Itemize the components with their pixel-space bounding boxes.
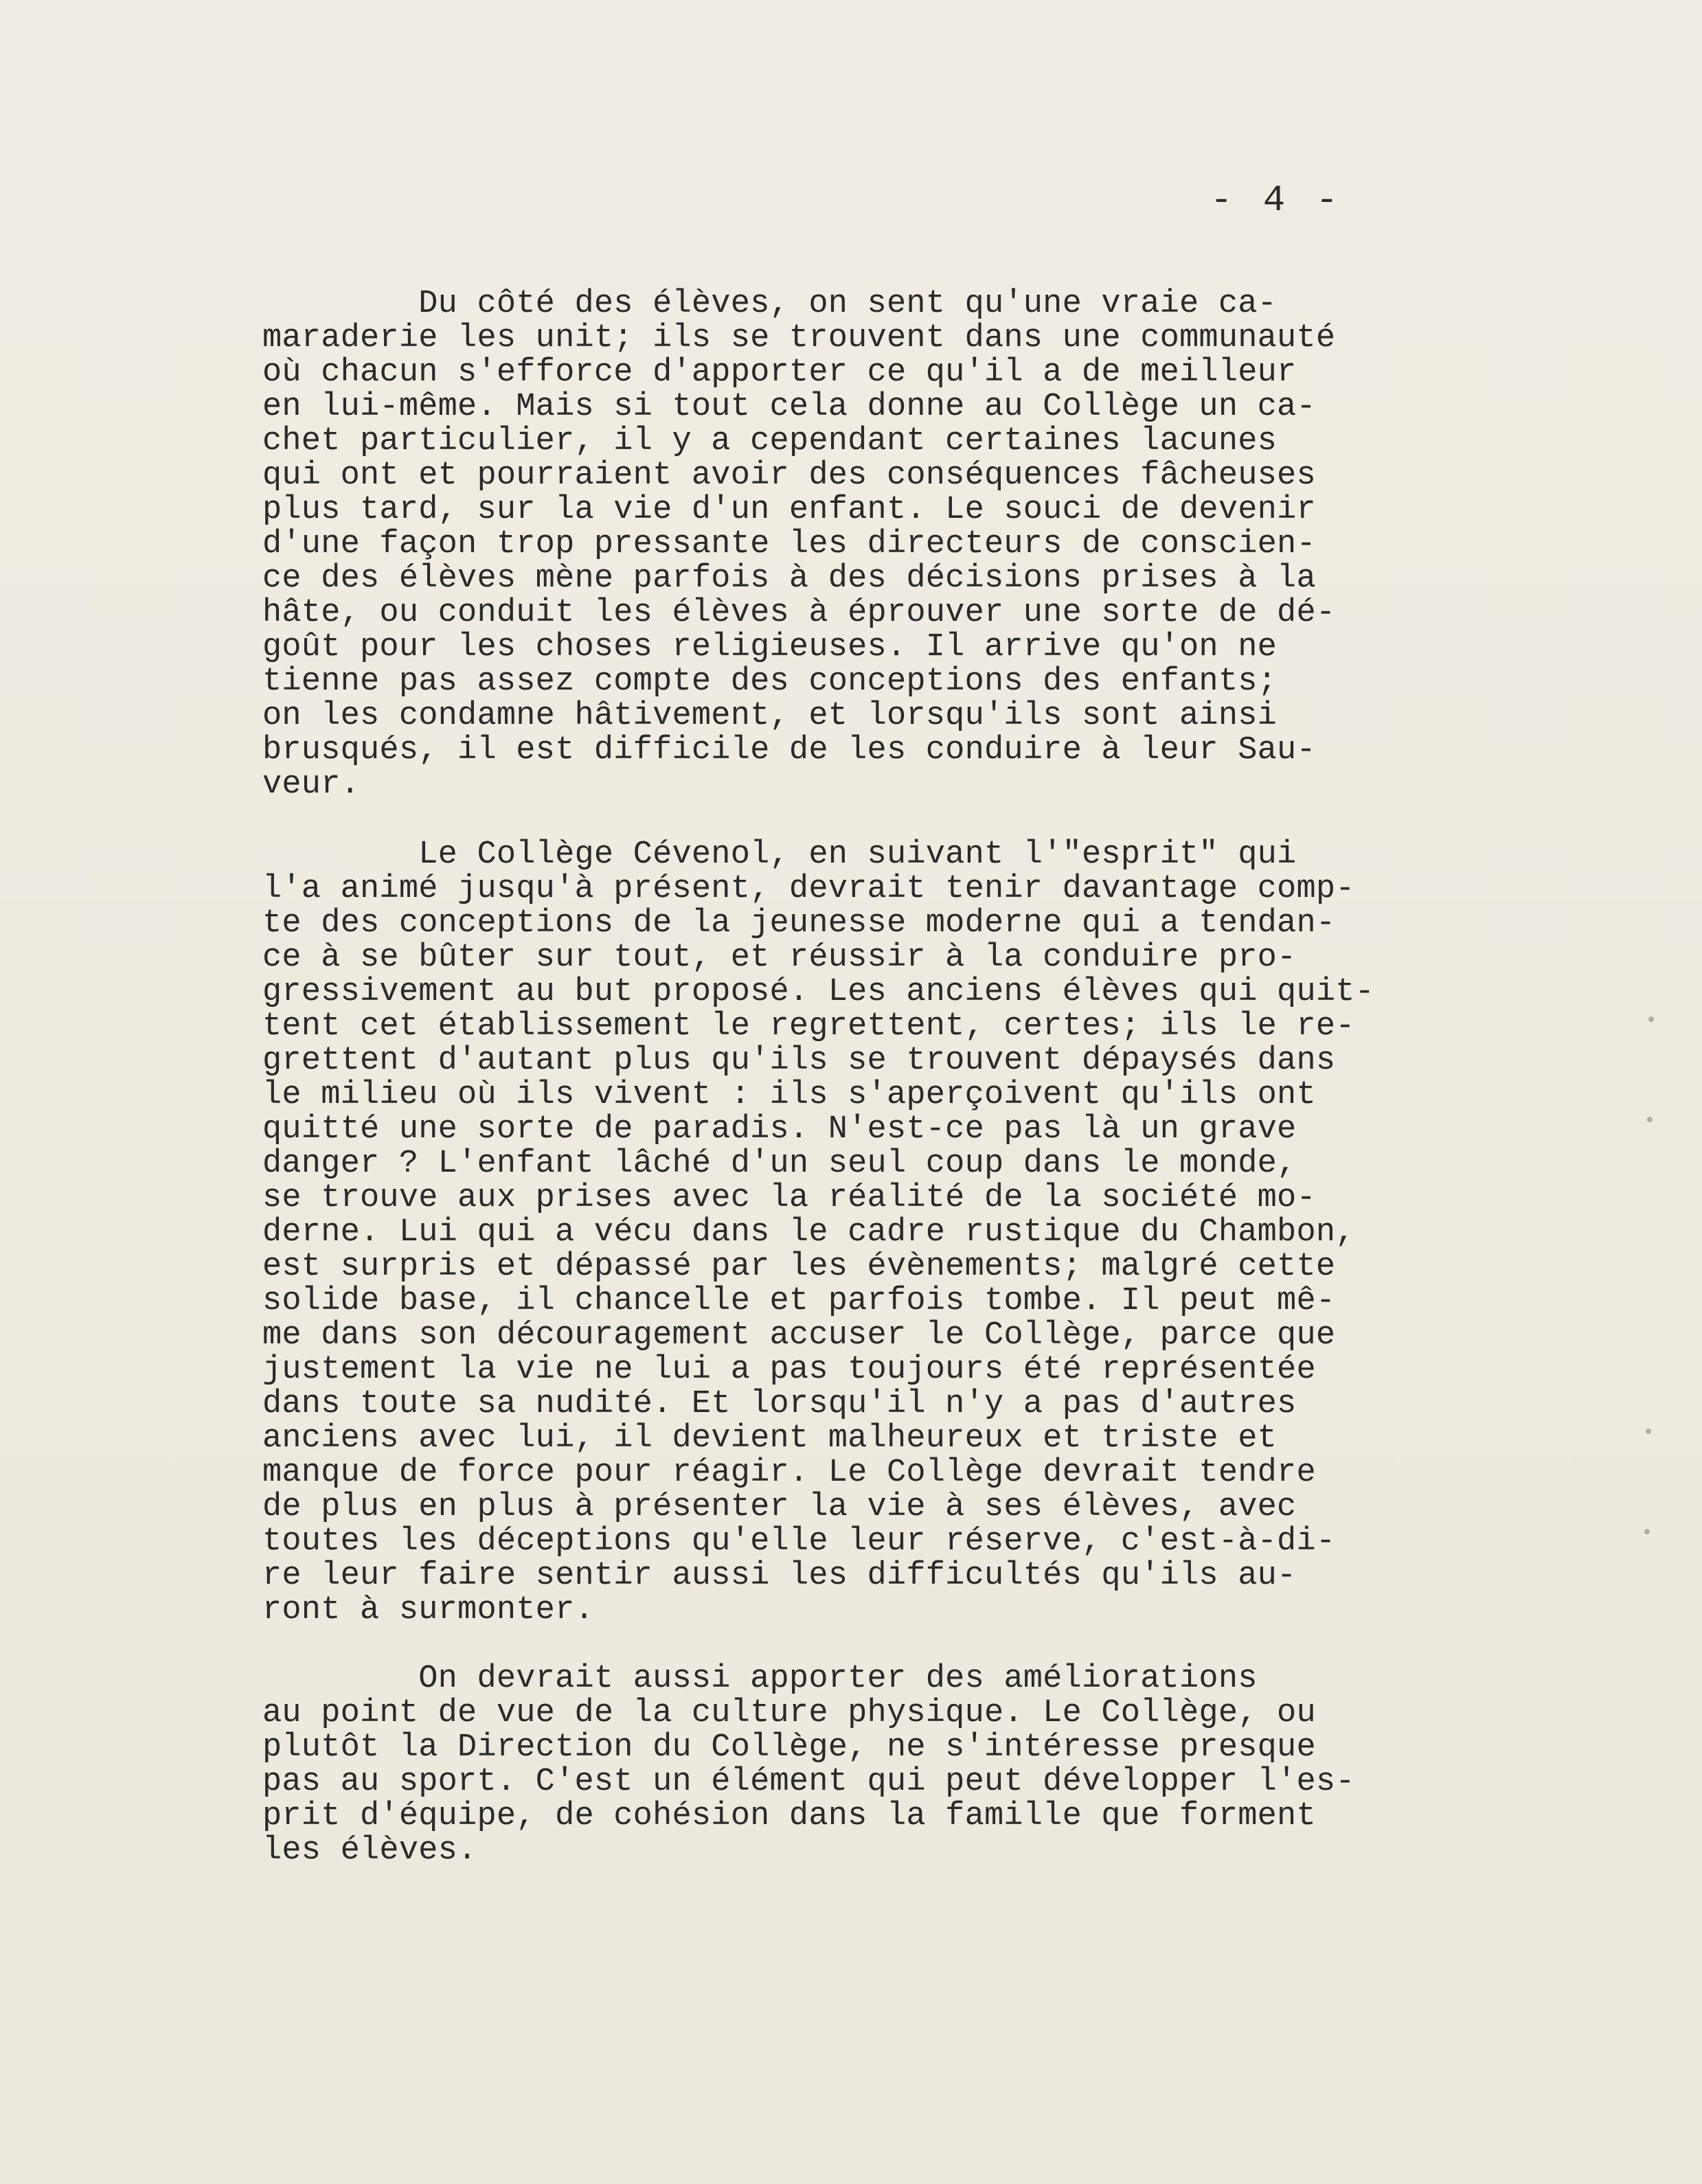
- text-line: on les condamne hâtivement, et lorsqu'ils sont ainsi: [262, 698, 1278, 734]
- text-line: se trouve aux prises avec la réalité de la société mo-: [262, 1180, 1316, 1216]
- text-line: pas au sport. C'est un élément qui peut développer l'es-: [262, 1764, 1355, 1800]
- paper-speck: [1647, 1117, 1653, 1122]
- text-line: re leur faire sentir aussi les difficultés qu'ils au-: [262, 1558, 1297, 1594]
- text-line: derne. Lui qui a vécu dans le cadre rustique du Chambon,: [262, 1214, 1355, 1251]
- text-line: de plus en plus à présenter la vie à ses élèves, avec: [262, 1489, 1297, 1525]
- text-line: ront à surmonter.: [262, 1592, 594, 1628]
- text-line: où chacun s'efforce d'apporter ce qu'il a de meilleur: [262, 354, 1297, 391]
- text-line: plutôt la Direction du Collège, ne s'intéresse presque: [262, 1729, 1316, 1766]
- text-line: l'a animé jusqu'à présent, devrait tenir davantage comp-: [262, 871, 1355, 907]
- text-line: te des conceptions de la jeunesse moderne qui a tendan-: [262, 905, 1336, 942]
- text-line: ce à se bûter sur tout, et réussir à la conduire pro-: [262, 940, 1297, 976]
- text-line: me dans son découragement accuser le Collège, parce que: [262, 1317, 1336, 1354]
- paper-speck: [1648, 1016, 1654, 1022]
- text-line: d'une façon trop pressante les directeurs de conscien-: [262, 526, 1316, 562]
- text-line: danger ? L'enfant lâché d'un seul coup dans le monde,: [262, 1146, 1297, 1182]
- text-line: le milieu où ils vivent : ils s'aperçoivent qu'ils ont: [262, 1077, 1316, 1113]
- text-line: quitté une sorte de paradis. N'est-ce pas là un grave: [262, 1111, 1297, 1148]
- text-line: chet particulier, il y a cependant certaines lacunes: [262, 423, 1278, 459]
- text-line: maraderie les unit; ils se trouvent dans une communauté: [262, 320, 1336, 356]
- text-line: les élèves.: [262, 1832, 477, 1869]
- text-line: grettent d'autant plus qu'ils se trouvent dépaysés dans: [262, 1043, 1336, 1079]
- text-line: ce des élèves mène parfois à des décisions prises à la: [262, 560, 1316, 597]
- text-line: prit d'équipe, de cohésion dans la famille que forment: [262, 1798, 1316, 1834]
- paper-speck: [1644, 1529, 1650, 1534]
- text-line: solide base, il chancelle et parfois tombe. Il peut mê-: [262, 1283, 1336, 1319]
- text-line: en lui-même. Mais si tout cela donne au Collège un ca-: [262, 389, 1316, 425]
- text-line: tent cet établissement le regrettent, certes; ils le re-: [262, 1008, 1355, 1045]
- text-line: hâte, ou conduit les élèves à éprouver une sorte de dé-: [262, 595, 1336, 631]
- page-number: - 4 -: [1210, 180, 1343, 222]
- text-line: Le Collège Cévenol, en suivant l'"esprit" qui: [262, 837, 1297, 873]
- text-line: tienne pas assez compte des conceptions des enfants;: [262, 663, 1278, 700]
- text-line: anciens avec lui, il devient malheureux et triste et: [262, 1420, 1278, 1457]
- text-line: au point de vue de la culture physique. Le Collège, ou: [262, 1695, 1316, 1731]
- text-line: plus tard, sur la vie d'un enfant. Le souci de devenir: [262, 492, 1316, 528]
- text-line: brusqués, il est difficile de les conduire à leur Sau-: [262, 732, 1316, 769]
- text-line: toutes les déceptions qu'elle leur réserve, c'est-à-di-: [262, 1523, 1336, 1560]
- text-line: manque de force pour réagir. Le Collège devrait tendre: [262, 1455, 1316, 1491]
- text-line: justement la vie ne lui a pas toujours été représentée: [262, 1352, 1316, 1388]
- text-line: goût pour les choses religieuses. Il arrive qu'on ne: [262, 629, 1278, 666]
- paper-speck: [1646, 1429, 1651, 1434]
- text-line: gressivement au but proposé. Les anciens élèves qui quit-: [262, 974, 1375, 1010]
- text-line: qui ont et pourraient avoir des conséquences fâcheuses: [262, 457, 1316, 494]
- text-line: Du côté des élèves, on sent qu'une vraie ca-: [262, 286, 1278, 322]
- text-line: veur.: [262, 766, 361, 803]
- text-line: On devrait aussi apporter des améliorations: [262, 1661, 1258, 1697]
- text-line: est surpris et dépassé par les évènements; malgré cette: [262, 1249, 1336, 1285]
- text-line: dans toute sa nudité. Et lorsqu'il n'y a pas d'autres: [262, 1386, 1297, 1422]
